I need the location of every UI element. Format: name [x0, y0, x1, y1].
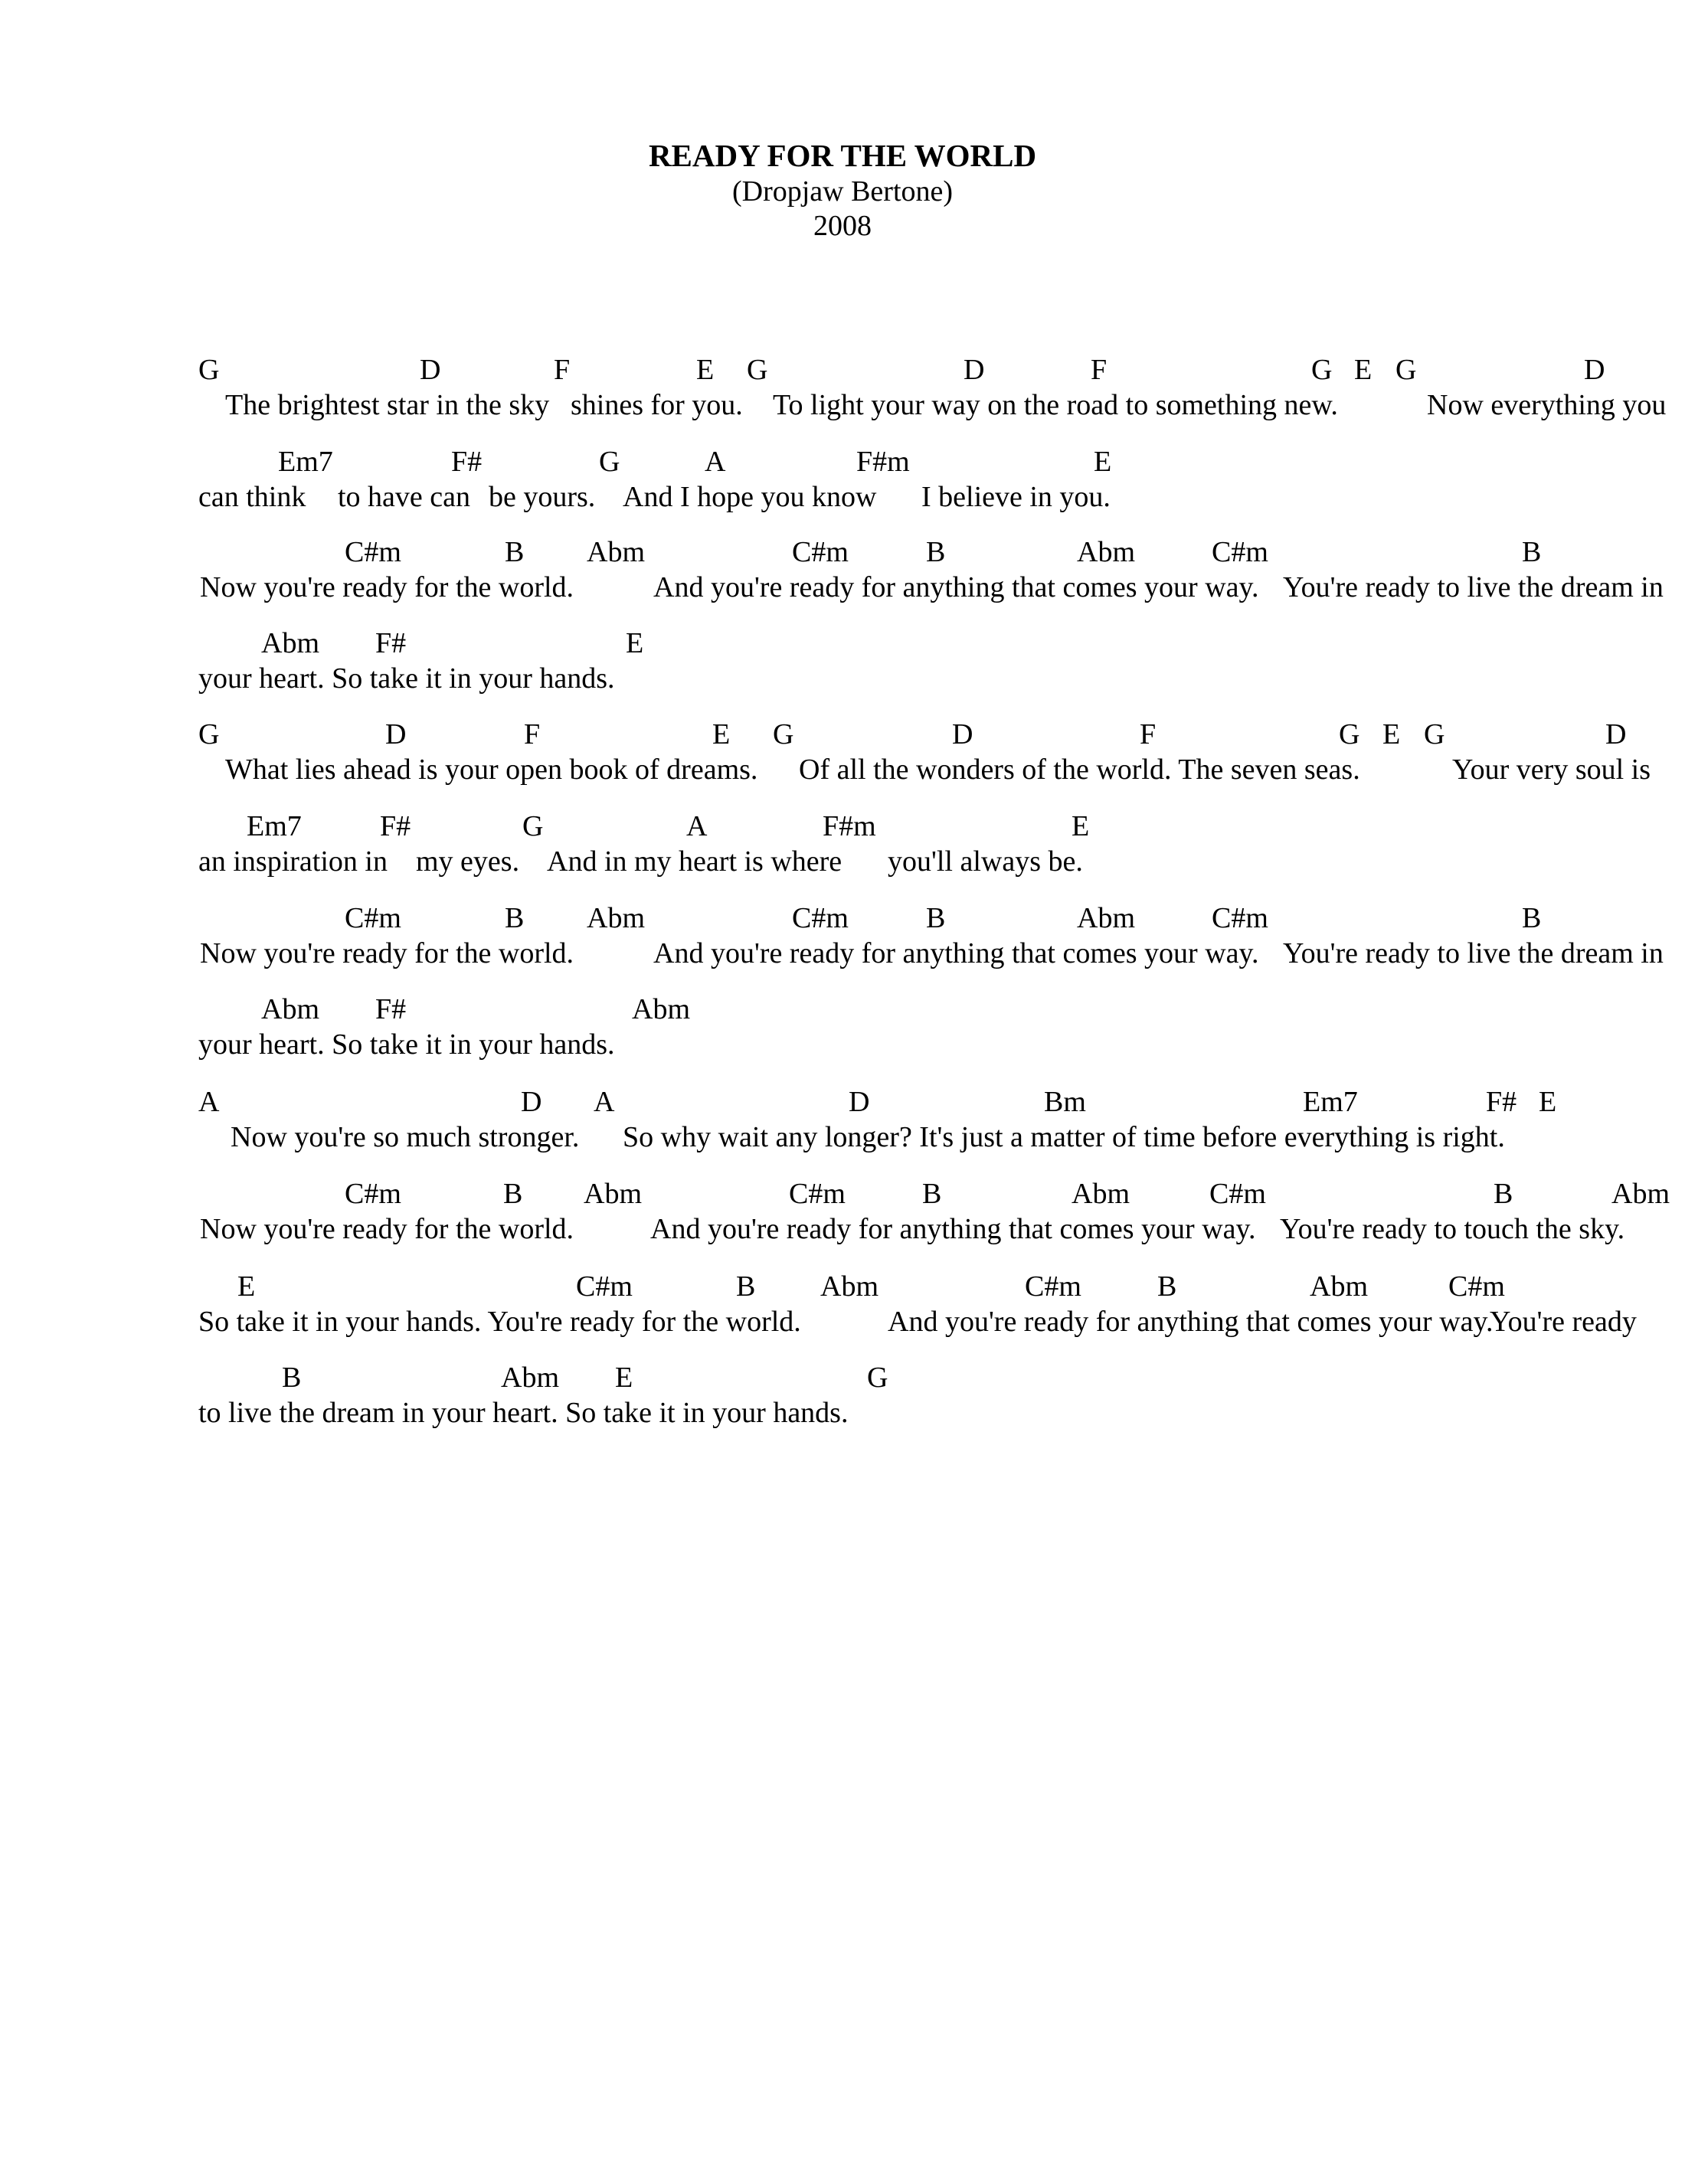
chord-symbol: D [521, 1086, 542, 1118]
chord-symbol: E [1354, 354, 1373, 386]
lyric-text: Your very soul is [1452, 754, 1651, 786]
chord-symbol: E [1072, 810, 1090, 842]
chord-symbol: G [867, 1362, 888, 1394]
chord-symbol: Abm [1072, 1178, 1130, 1210]
chord-symbol: B [282, 1362, 302, 1394]
chord-symbol: C#m [789, 1178, 846, 1210]
chord-symbol: C#m [792, 536, 849, 568]
chord-symbol: B [503, 1178, 523, 1210]
lyric-text: an inspiration in [198, 845, 388, 878]
chord-symbol: C#m [1212, 902, 1268, 934]
chord-symbol: G [1424, 718, 1445, 750]
chord-symbol: C#m [345, 536, 401, 568]
lyric-text: So take it in your hands. You're ready for the world. [198, 1306, 801, 1338]
lyric-text: And you're ready for anything that comes your way. [650, 1213, 1256, 1245]
chord-symbol: A [594, 1086, 615, 1118]
chord-symbol: B [505, 536, 525, 568]
chord-symbol: A [705, 446, 726, 478]
chord-symbol: A [686, 810, 708, 842]
chord-symbol: E [626, 627, 644, 659]
chord-symbol: B [1494, 1178, 1513, 1210]
chord-symbol: C#m [792, 902, 849, 934]
chord-symbol: C#m [576, 1270, 633, 1303]
chord-symbol: B [926, 902, 946, 934]
chord-symbol: Abm [1310, 1270, 1368, 1303]
chord-symbol: Abm [1077, 536, 1135, 568]
chord-symbol: Bm [1044, 1086, 1086, 1118]
chord-symbol: Abm [261, 627, 319, 659]
chord-symbol: A [198, 1086, 220, 1118]
chord-symbol: F [1091, 354, 1108, 386]
chord-symbol: C#m [345, 1178, 401, 1210]
chord-symbol: G [773, 718, 794, 750]
lyric-text: What lies ahead is your open book of dreams. [225, 754, 758, 786]
chord-symbol: F# [375, 627, 407, 659]
chord-symbol: C#m [1209, 1178, 1266, 1210]
chord-symbol: F#m [856, 446, 910, 478]
lyric-text: To light your way on the road to something new. [773, 389, 1338, 421]
lyric-text: Now everything you [1427, 389, 1667, 421]
chord-symbol: G [198, 718, 220, 750]
lyric-text: your heart. So take it in your hands. [198, 662, 615, 695]
chord-symbol: D [385, 718, 407, 750]
lyric-text: The brightest star in the sky [225, 389, 550, 421]
chord-symbol: Em7 [278, 446, 333, 478]
lyric-text: And you're ready for anything that comes your way. [653, 937, 1259, 969]
chord-symbol: F# [1486, 1086, 1517, 1118]
chord-symbol: G [198, 354, 220, 386]
lyric-text: you'll always be. [888, 845, 1083, 878]
chord-symbol: G [522, 810, 544, 842]
chord-symbol: E [1539, 1086, 1557, 1118]
chord-symbol: Abm [1611, 1178, 1670, 1210]
lyric-text: And in my heart is where [547, 845, 842, 878]
chord-symbol: B [922, 1178, 942, 1210]
chord-symbol: B [1522, 902, 1542, 934]
song-title: READY FOR THE WORLD [648, 138, 1037, 173]
chord-symbol: B [1157, 1270, 1177, 1303]
chord-symbol: Abm [584, 1178, 642, 1210]
lyric-text: You're ready to touch the sky. [1280, 1213, 1625, 1245]
song-credit: (Dropjaw Bertone) [731, 175, 954, 208]
lyric-text: And you're ready for anything that comes your way. [653, 571, 1259, 603]
chord-symbol: B [505, 902, 525, 934]
chord-symbol: E [615, 1362, 633, 1394]
lyric-text: Now you're ready for the world. [200, 1213, 574, 1245]
chord-symbol: E [712, 718, 731, 750]
chord-symbol: G [1395, 354, 1417, 386]
chord-symbol: Abm [587, 902, 645, 934]
lyric-text: I believe in you. [921, 481, 1111, 513]
lyric-text: And I hope you know [623, 481, 877, 513]
chord-symbol: E [1382, 718, 1401, 750]
chord-symbol: Em7 [247, 810, 302, 842]
lyric-text: your heart. So take it in your hands. [198, 1028, 615, 1061]
chord-symbol: Em7 [1303, 1086, 1358, 1118]
chord-symbol: F# [451, 446, 483, 478]
lyric-text: So why wait any longer? It's just a matter of time before everything is right. [623, 1121, 1505, 1153]
lyric-text: Now you're ready for the world. [200, 937, 574, 969]
chord-symbol: G [747, 354, 768, 386]
chord-symbol: E [696, 354, 715, 386]
chord-symbol: D [849, 1086, 870, 1118]
chord-symbol: F# [380, 810, 411, 842]
lyric-text: Of all the wonders of the world. The seven seas. [799, 754, 1360, 786]
chord-symbol: F#m [823, 810, 876, 842]
chord-symbol: G [1311, 354, 1333, 386]
chord-symbol: B [736, 1270, 756, 1303]
lyric-text: You're ready to live the dream in [1283, 937, 1664, 969]
lyric-text: be yours. [489, 481, 596, 513]
lyric-text: Now you're so much stronger. [231, 1121, 580, 1153]
chord-symbol: C#m [1025, 1270, 1081, 1303]
lyric-text: my eyes. [416, 845, 520, 878]
chord-symbol: F [1140, 718, 1157, 750]
lyric-text: You're ready [1490, 1306, 1637, 1338]
chord-symbol: C#m [1212, 536, 1268, 568]
lyric-text: to have can [338, 481, 471, 513]
chord-symbol: F [554, 354, 571, 386]
chord-symbol: Abm [632, 993, 690, 1025]
chord-symbol: F# [375, 993, 407, 1025]
chord-symbol: Abm [820, 1270, 878, 1303]
chord-symbol: D [420, 354, 441, 386]
chord-symbol: E [1094, 446, 1112, 478]
chord-symbol: C#m [345, 902, 401, 934]
chord-symbol: D [964, 354, 985, 386]
lyric-text: Now you're ready for the world. [200, 571, 574, 603]
chord-symbol: B [926, 536, 946, 568]
chord-symbol: G [599, 446, 620, 478]
chord-symbol: F [524, 718, 541, 750]
chord-symbol: C#m [1448, 1270, 1505, 1303]
chord-symbol: D [1584, 354, 1605, 386]
chord-symbol: B [1522, 536, 1542, 568]
chord-symbol: Abm [587, 536, 645, 568]
lyric-text: can think [198, 481, 306, 513]
chord-symbol: D [952, 718, 973, 750]
chord-symbol: Abm [1077, 902, 1135, 934]
song-year: 2008 [813, 210, 872, 242]
chord-symbol: D [1605, 718, 1627, 750]
chord-symbol: E [237, 1270, 256, 1303]
lyric-text: You're ready to live the dream in [1283, 571, 1664, 603]
lyric-text: shines for you. [571, 389, 743, 421]
lyric-text: And you're ready for anything that comes your way. [888, 1306, 1494, 1338]
chord-symbol: Abm [501, 1362, 559, 1394]
chord-symbol: Abm [261, 993, 319, 1025]
chord-symbol: G [1339, 718, 1360, 750]
lyric-text: to live the dream in your heart. So take it in your hands. [198, 1397, 849, 1429]
